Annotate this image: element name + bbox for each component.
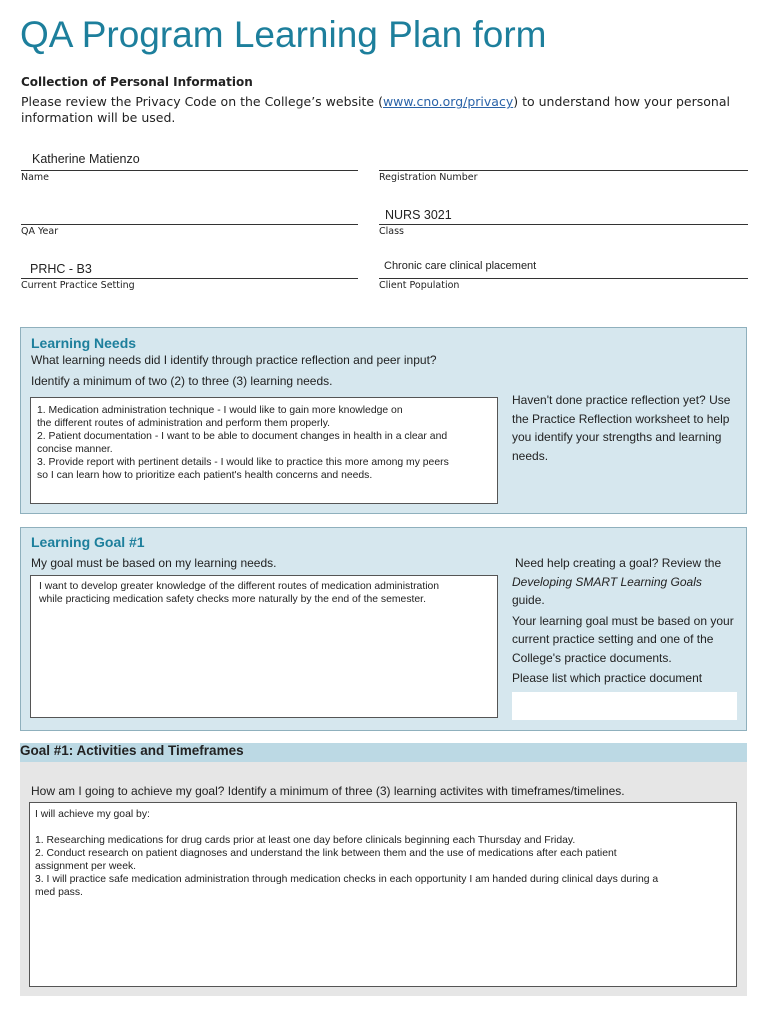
class-value[interactable]: NURS 3021 (385, 208, 452, 222)
client-population-value[interactable]: Chronic care clinical placement (384, 260, 537, 272)
learning-needs-side-note: Haven't done practice reflection yet? Use the Practice Reflection worksheet to help you identify your strengths and learning needs. (512, 393, 731, 463)
practice-setting-value[interactable]: PRHC - B3 (30, 262, 92, 276)
privacy-heading: Collection of Personal Information (21, 75, 253, 89)
registration-number-label: Registration Number (379, 172, 478, 183)
class-label: Class (379, 226, 404, 237)
activities-line: assignment per week. (35, 861, 137, 872)
client-population-label: Client Population (379, 280, 460, 291)
learning-needs-line: concise manner. (37, 444, 113, 455)
privacy-link[interactable]: www.cno.org/privacy (382, 94, 514, 109)
privacy-text-before: Please review the Privacy Code on the College’s website ( (21, 94, 383, 109)
learning-goal-answer[interactable] (30, 575, 498, 718)
learning-needs-answer[interactable] (30, 397, 498, 504)
practice-setting-label: Current Practice Setting (21, 280, 135, 291)
name-field[interactable] (21, 150, 358, 186)
learning-needs-line: the different routes of administration and perform them properly. (37, 418, 331, 429)
practice-document-input[interactable] (512, 692, 737, 720)
learning-needs-line: so I can learn how to prioritize each patient's health concerns and needs. (37, 470, 373, 481)
smart-guide-prefix: Need help creating a goal? Review the (515, 556, 722, 570)
name-value[interactable]: Katherine Matienzo (32, 152, 140, 166)
activities-title: Goal #1: Activities and Timeframes (20, 743, 244, 758)
learning-goal-prompt: My goal must be based on my learning needs. (31, 556, 277, 570)
class-line (379, 224, 748, 225)
practice-setting-field[interactable] (21, 260, 358, 296)
smart-guide-link: Developing SMART Learning Goals (512, 574, 702, 589)
practice-document-prompt: Please list which practice document (512, 671, 703, 685)
learning-goal-side-help (512, 554, 742, 688)
privacy-text (21, 94, 741, 126)
client-population-line (379, 278, 748, 279)
activities-line (35, 821, 731, 834)
activities-line: 2. Conduct research on patient diagnoses and understand the link between them and the use of medications after each patient (35, 848, 617, 859)
learning-goal-line: I want to develop greater knowledge of the different routes of medication administration (39, 581, 440, 592)
practice-setting-line (21, 278, 358, 279)
learning-goal-side-note: Your learning goal must be based on your current practice setting and one of the College's practice documents. (512, 613, 734, 665)
learning-goal-title: Learning Goal #1 (31, 534, 145, 550)
activities-line: 3. I will practice safe medication administration through medication checks in each opportunity I am handed during clinical days during a (35, 874, 659, 885)
client-population-field[interactable] (379, 260, 748, 296)
learning-needs-line: 1. Medication administration technique - I would like to gain more knowledge on (37, 405, 403, 416)
activities-line: 1. Researching medications for drug cards prior at least one day before clinicals beginning each Thursday and Friday. (35, 835, 576, 846)
activities-line: med pass. (35, 887, 83, 898)
learning-needs-title: Learning Needs (31, 335, 137, 351)
name-line (21, 170, 358, 171)
learning-needs-line: 2. Patient documentation - I want to be able to document changes in health in a clear and (37, 431, 448, 442)
learning-needs-line: 3. Provide report with pertinent details - I would like to practice this more among my peers (37, 457, 449, 468)
smart-guide-suffix: guide. (512, 593, 545, 607)
learning-goal-panel (20, 527, 747, 731)
privacy-text-after: ) to understand how your personal information will be used. (21, 94, 730, 125)
qa-year-line (21, 224, 358, 225)
registration-number-field[interactable] (379, 150, 748, 186)
page-title: QA Program Learning Plan form (20, 14, 547, 55)
learning-needs-question: What learning needs did I identify through practice reflection and peer input? (31, 353, 437, 367)
registration-number-line (379, 170, 748, 171)
class-field[interactable] (379, 206, 748, 242)
name-label: Name (21, 172, 50, 183)
activities-prompt: How am I going to achieve my goal? Identify a minimum of three (3) learning activites with timeframes/timelines. (31, 784, 625, 798)
learning-needs-instruction: Identify a minimum of two (2) to three (3) learning needs. (31, 374, 333, 388)
activities-answer[interactable] (29, 802, 737, 987)
qa-year-field[interactable] (21, 206, 358, 242)
qa-year-label: QA Year (21, 226, 59, 237)
activities-line: I will achieve my goal by: (35, 809, 150, 820)
learning-goal-line: while practicing medication safety checks more naturally by the end of the semester. (39, 594, 426, 605)
learning-needs-panel (20, 327, 747, 514)
